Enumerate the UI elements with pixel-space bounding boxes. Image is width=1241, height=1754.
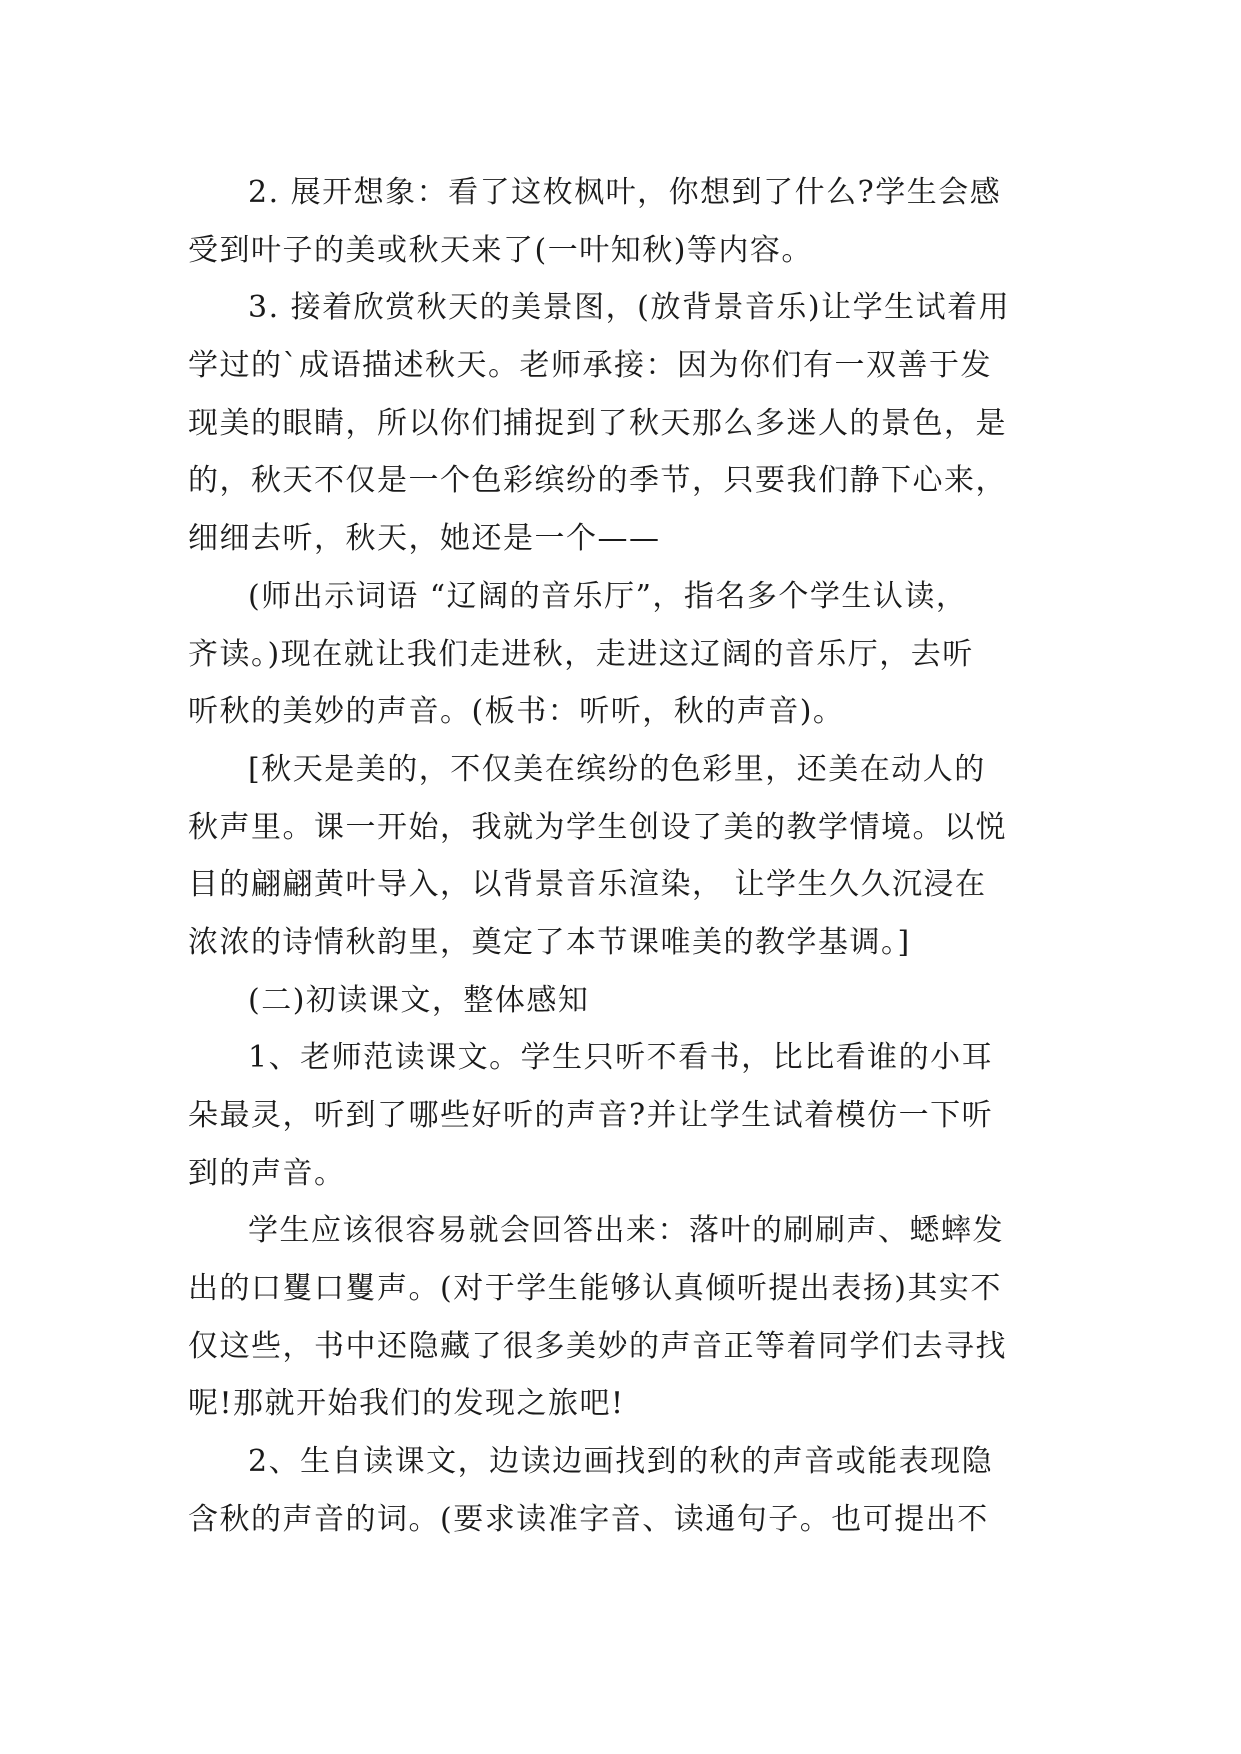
- text-line: 齐读。)现在就让我们走进秋，走进这辽阔的音乐厅，去听: [188, 636, 974, 672]
- text-line: 仅这些，书中还隐藏了很多美妙的声音正等着同学们去寻找: [188, 1328, 1007, 1364]
- text-line: 学过的`成语描述秋天。老师承接：因为你们有一双善于发: [188, 348, 992, 384]
- text-line: 秋声里。课一开始，我就为学生创设了美的教学情境。以悦: [188, 809, 1007, 845]
- body-text: [188, 164, 1058, 1549]
- text-line: 目的翩翩黄叶导入，以背景音乐渲染， 让学生久久沉浸在: [188, 867, 987, 903]
- text-line: 含秋的声音的词。(要求读准字音、读通句子。也可提出不: [188, 1501, 989, 1537]
- text-line: 朵最灵，听到了哪些好听的声音?并让学生试着模仿一下听: [188, 1098, 994, 1133]
- text-line: 2. 展开想象：看了这枚枫叶，你想到了什么?学生会感: [248, 175, 1002, 210]
- text-line: [秋天是美的，不仅美在缤纷的色彩里，还美在动人的: [248, 751, 986, 787]
- text-line: (二)初读课文，整体感知: [248, 982, 590, 1018]
- text-line: (师出示词语 “辽阔的音乐厅”，指名多个学生认读，: [248, 578, 968, 614]
- text-line: 听秋的美妙的声音。(板书：听听，秋的声音)。: [188, 694, 845, 730]
- text-line: 2、生自读课文，边读边画找到的秋的声音或能表现隐: [248, 1444, 994, 1480]
- text-line: 的，秋天不仅是一个色彩缤纷的季节，只要我们静下心来，: [188, 463, 1007, 499]
- text-line: 到的声音。: [188, 1155, 346, 1191]
- text-line: 3. 接着欣赏秋天的美景图，(放背景音乐)让学生试着用: [248, 290, 1011, 326]
- text-line: 呢!那就开始我们的发现之旅吧!: [188, 1386, 625, 1422]
- text-line: 出的口矍口矍声。(对于学生能够认真倾听提出表扬)其实不: [188, 1271, 1002, 1307]
- text-line: 现美的眼睛，所以你们捕捉到了秋天那么多迷人的景色，是: [188, 405, 1007, 441]
- text-line: 浓浓的诗情秋韵里，奠定了本节课唯美的教学基调。]: [188, 924, 911, 960]
- text-line: 受到叶子的美或秋天来了(一叶知秋)等内容。: [188, 232, 813, 268]
- text-line: 细细去听，秋天，她还是一个——: [188, 521, 661, 557]
- text-line: 学生应该很容易就会回答出来：落叶的刷刷声、蟋蟀发: [248, 1213, 1004, 1249]
- text-line: 1、老师范读课文。学生只听不看书，比比看谁的小耳: [248, 1040, 994, 1076]
